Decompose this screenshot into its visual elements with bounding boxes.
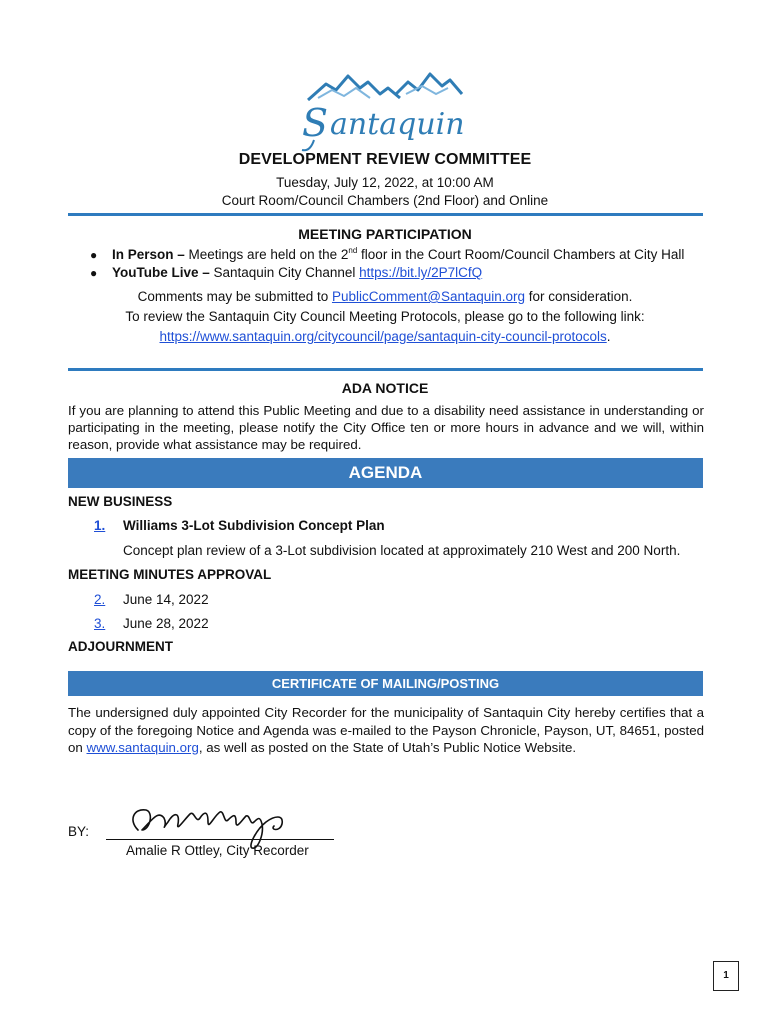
protocols-link[interactable]: https://www.santaquin.org/citycouncil/page/santaquin-city-council-protocols bbox=[159, 329, 607, 344]
protocols-text: To review the Santaquin City Council Meeting Protocols, please go to the following link: bbox=[125, 309, 645, 324]
item1-title: Williams 3-Lot Subdivision Concept Plan bbox=[123, 518, 385, 533]
page-number: 1 bbox=[713, 961, 739, 991]
protocols-link-line bbox=[0, 329, 770, 344]
ada-heading: ADA NOTICE bbox=[341, 380, 429, 396]
comments-text: Comments may be submitted to bbox=[137, 289, 332, 304]
protocols-period: . bbox=[606, 329, 611, 344]
item2-text: June 14, 2022 bbox=[123, 592, 209, 607]
bullet-youtube bbox=[90, 265, 482, 280]
bullet-text: Meetings are held on the 2 bbox=[184, 247, 349, 262]
svg-text:antaquin: antaquin bbox=[330, 107, 465, 142]
svg-text:S: S bbox=[302, 101, 329, 145]
santaquin-logo bbox=[296, 68, 468, 156]
item3-number-link[interactable]: 3. bbox=[94, 616, 106, 631]
public-comment-email-link[interactable]: PublicComment@Santaquin.org bbox=[331, 289, 526, 304]
bullet-text: Santaquin City Channel bbox=[209, 265, 360, 280]
minutes-heading: MEETING MINUTES APPROVAL bbox=[68, 567, 272, 582]
comments-text-end: for consideration. bbox=[525, 289, 633, 304]
certificate-heading: CERTIFICATE OF MAILING/POSTING bbox=[68, 671, 703, 696]
youtube-link[interactable]: https://bit.ly/2P7lCfQ bbox=[359, 265, 483, 280]
certificate-text-start: The undersigned duly appointed City Recorder for the municipality of Santaquin City hereby certifies that a copy of the foregoing Notice and Agenda was e-mailed to the Payson Chronicle, Payson, UT, 84651, posted on bbox=[68, 705, 704, 755]
document-title: DEVELOPMENT REVIEW COMMITTEE bbox=[238, 151, 532, 168]
participation-heading: MEETING PARTICIPATION bbox=[298, 226, 472, 242]
meeting-date: Tuesday, July 12, 2022, at 10:00 AM bbox=[276, 175, 494, 190]
item2-number-link[interactable]: 2. bbox=[94, 592, 106, 607]
by-label: BY: bbox=[68, 824, 90, 839]
signature-line bbox=[106, 839, 334, 840]
agenda-heading: AGENDA bbox=[68, 458, 703, 488]
bullet-in-person bbox=[90, 246, 684, 262]
section-divider bbox=[68, 368, 703, 371]
bullet-icon: ● bbox=[90, 248, 98, 262]
santaquin-website-link[interactable]: www.santaquin.org bbox=[86, 740, 199, 755]
bullet-icon: ● bbox=[90, 266, 98, 280]
certificate-text-end: , as well as posted on the State of Utah’s Public Notice Website. bbox=[198, 740, 577, 755]
item1-number-link[interactable]: 1. bbox=[94, 518, 106, 533]
new-business-heading: NEW BUSINESS bbox=[68, 494, 173, 509]
bullet-text-end: floor in the Court Room/Council Chambers at City Hall bbox=[357, 247, 685, 262]
ada-text: If you are planning to attend this Public Meeting and due to a disability need assistance in understanding or participating in the meeting, please notify the City Office ten or more hours in advance and we will, within reason, provide what assistance may be required. bbox=[68, 403, 704, 452]
superscript: nd bbox=[348, 246, 358, 255]
item1-description: Concept plan review of a 3-Lot subdivision located at approximately 210 West and 200 North. bbox=[123, 543, 681, 558]
signer-name: Amalie R Ottley, City Recorder bbox=[126, 843, 309, 858]
comments-line bbox=[0, 289, 770, 304]
certificate-text bbox=[68, 704, 704, 757]
item3-text: June 28, 2022 bbox=[123, 616, 209, 631]
adjournment-heading: ADJOURNMENT bbox=[68, 639, 174, 654]
bullet-label: In Person – bbox=[112, 247, 185, 262]
bullet-label: YouTube Live – bbox=[112, 265, 210, 280]
meeting-venue: Court Room/Council Chambers (2nd Floor) and Online bbox=[221, 193, 549, 208]
section-divider bbox=[68, 213, 703, 216]
